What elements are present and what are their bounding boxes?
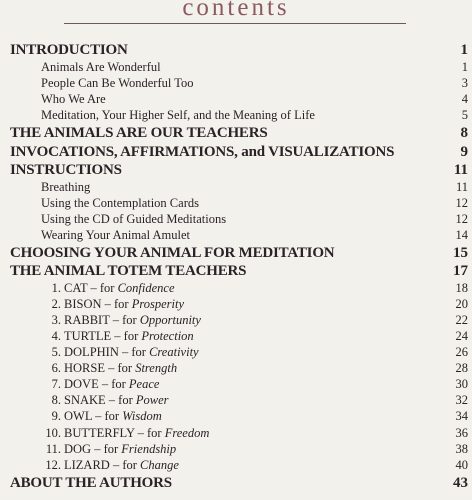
totem-number: 11. bbox=[45, 442, 61, 456]
totem-animal: SNAKE bbox=[64, 393, 106, 407]
toc-entry-page: 38 bbox=[455, 442, 468, 456]
toc-entry-label: ABOUT THE AUTHORS bbox=[10, 475, 172, 491]
totem-focus: Peace bbox=[128, 377, 160, 391]
toc-entry-page: 12 bbox=[455, 212, 468, 226]
totem-number: 9. bbox=[51, 409, 61, 423]
totem-number: 3. bbox=[51, 313, 61, 327]
toc-entry-page: 9 bbox=[460, 144, 468, 160]
toc-entry-page: 40 bbox=[455, 458, 468, 472]
totem-focus: Freedom bbox=[164, 426, 210, 440]
toc-entry-label: Meditation, Your Higher Self, and the Meaning of Life bbox=[41, 108, 315, 122]
toc-entry-page: 1 bbox=[461, 60, 468, 74]
toc-entry-animals-teachers[interactable] bbox=[0, 124, 472, 142]
toc-entry-page: 5 bbox=[461, 108, 468, 122]
toc-entry-page: 11 bbox=[455, 180, 468, 194]
toc-entry-page: 28 bbox=[455, 361, 468, 375]
toc-entry-label: Using the Contemplation Cards bbox=[41, 196, 199, 210]
toc-entry-page: 32 bbox=[455, 393, 468, 407]
totem-animal: DOG bbox=[64, 442, 92, 456]
totem-animal: DOLPHIN bbox=[64, 345, 119, 359]
totem-focus: Friendship bbox=[121, 442, 177, 456]
totem-focus: Protection bbox=[141, 329, 194, 343]
totem-focus: Confidence bbox=[117, 281, 175, 295]
toc-entry-page: 15 bbox=[453, 245, 468, 261]
totem-number: 4. bbox=[51, 329, 61, 343]
totem-entry-lizard[interactable] bbox=[0, 456, 472, 474]
totem-entry-owl[interactable] bbox=[0, 407, 472, 425]
page-title: contents bbox=[182, 0, 290, 21]
totem-number: 1. bbox=[51, 281, 61, 295]
totem-separator: – for bbox=[92, 409, 123, 423]
totem-separator: – for bbox=[104, 361, 136, 375]
toc-entry-label: People Can Be Wonderful Too bbox=[41, 76, 194, 90]
toc-entry-page: 43 bbox=[453, 475, 468, 491]
toc-entry-page: 30 bbox=[455, 377, 468, 391]
toc-entry-label: THE ANIMAL TOTEM TEACHERS bbox=[10, 263, 247, 279]
totem-focus: Change bbox=[140, 458, 179, 472]
toc-entry-instructions[interactable] bbox=[0, 161, 472, 179]
totem-animal: OWL bbox=[64, 409, 92, 423]
toc-entry-page: 11 bbox=[453, 162, 468, 178]
totem-separator: – for bbox=[118, 345, 150, 359]
totem-separator: – for bbox=[87, 281, 118, 295]
toc-entry-label: INSTRUCTIONS bbox=[10, 162, 122, 178]
toc-entry-page: 22 bbox=[455, 313, 468, 327]
toc-entry-page: 24 bbox=[455, 329, 468, 343]
totem-number: 2. bbox=[51, 297, 61, 311]
totem-animal: BUTTERFLY bbox=[64, 426, 135, 440]
toc-entry-meditation[interactable] bbox=[0, 106, 472, 124]
toc-entry-label: INTRODUCTION bbox=[10, 42, 128, 58]
totem-animal: LIZARD bbox=[64, 458, 110, 472]
toc-entry-page: 8 bbox=[460, 125, 468, 141]
toc-entry-page: 12 bbox=[455, 196, 468, 210]
toc-entry-animal-amulet[interactable] bbox=[0, 226, 472, 244]
toc-entry-label: THE ANIMALS ARE OUR TEACHERS bbox=[10, 125, 268, 141]
toc-entry-page: 4 bbox=[461, 92, 468, 106]
toc-entry-page: 18 bbox=[455, 281, 468, 295]
toc-entry-page: 17 bbox=[453, 263, 468, 279]
toc-entry-page: 14 bbox=[455, 228, 468, 242]
toc-entry-page: 1 bbox=[460, 42, 468, 58]
totem-separator: – for bbox=[91, 442, 122, 456]
toc-entry-invocations[interactable] bbox=[0, 143, 472, 161]
totem-number: 10. bbox=[45, 426, 61, 440]
toc-entry-label: Using the CD of Guided Meditations bbox=[41, 212, 227, 226]
totem-focus: Power bbox=[135, 393, 169, 407]
toc-entry-about-authors[interactable] bbox=[0, 474, 472, 492]
toc-entry-label: INVOCATIONS, AFFIRMATIONS, and VISUALIZATIONS bbox=[10, 144, 395, 160]
title-rule bbox=[64, 23, 406, 24]
toc-entry-page: 3 bbox=[461, 76, 468, 90]
totem-focus: Wisdom bbox=[122, 409, 162, 423]
toc-entry-label: Breathing bbox=[41, 180, 91, 194]
toc-entry-totem-teachers[interactable] bbox=[0, 262, 472, 280]
toc-entry-label: Animals Are Wonderful bbox=[41, 60, 161, 74]
toc-entry-page: 34 bbox=[455, 409, 468, 423]
totem-focus: Strength bbox=[135, 361, 178, 375]
totem-separator: – for bbox=[134, 426, 165, 440]
toc-entry-introduction[interactable] bbox=[0, 41, 472, 59]
totem-focus: Prosperity bbox=[131, 297, 185, 311]
totem-separator: – for bbox=[105, 393, 136, 407]
totem-separator: – for bbox=[101, 297, 132, 311]
toc-entry-label: Who We Are bbox=[41, 92, 106, 106]
totem-animal: RABBIT bbox=[64, 313, 110, 327]
totem-separator: – for bbox=[109, 458, 141, 472]
totem-number: 7. bbox=[51, 377, 61, 391]
totem-animal: CAT bbox=[64, 281, 88, 295]
totem-animal: BISON bbox=[64, 297, 102, 311]
toc-entry-page: 36 bbox=[455, 426, 468, 440]
totem-separator: – for bbox=[98, 377, 129, 391]
totem-number: 12. bbox=[45, 458, 61, 472]
totem-number: 8. bbox=[51, 393, 61, 407]
toc-entry-label: CHOOSING YOUR ANIMAL FOR MEDITATION bbox=[10, 245, 335, 261]
totem-focus: Creativity bbox=[149, 345, 199, 359]
totem-separator: – for bbox=[111, 329, 142, 343]
totem-focus: Opportunity bbox=[139, 313, 201, 327]
totem-animal: DOVE bbox=[64, 377, 99, 391]
toc-entry-page: 26 bbox=[455, 345, 468, 359]
totem-animal: TURTLE bbox=[64, 329, 112, 343]
totem-number: 5. bbox=[51, 345, 61, 359]
totem-animal: HORSE bbox=[64, 361, 105, 375]
totem-number: 6. bbox=[51, 361, 61, 375]
toc-entry-page: 20 bbox=[455, 297, 468, 311]
toc-entry-choosing-animal[interactable] bbox=[0, 244, 472, 262]
toc-entry-label: Wearing Your Animal Amulet bbox=[41, 228, 190, 242]
totem-separator: – for bbox=[109, 313, 140, 327]
